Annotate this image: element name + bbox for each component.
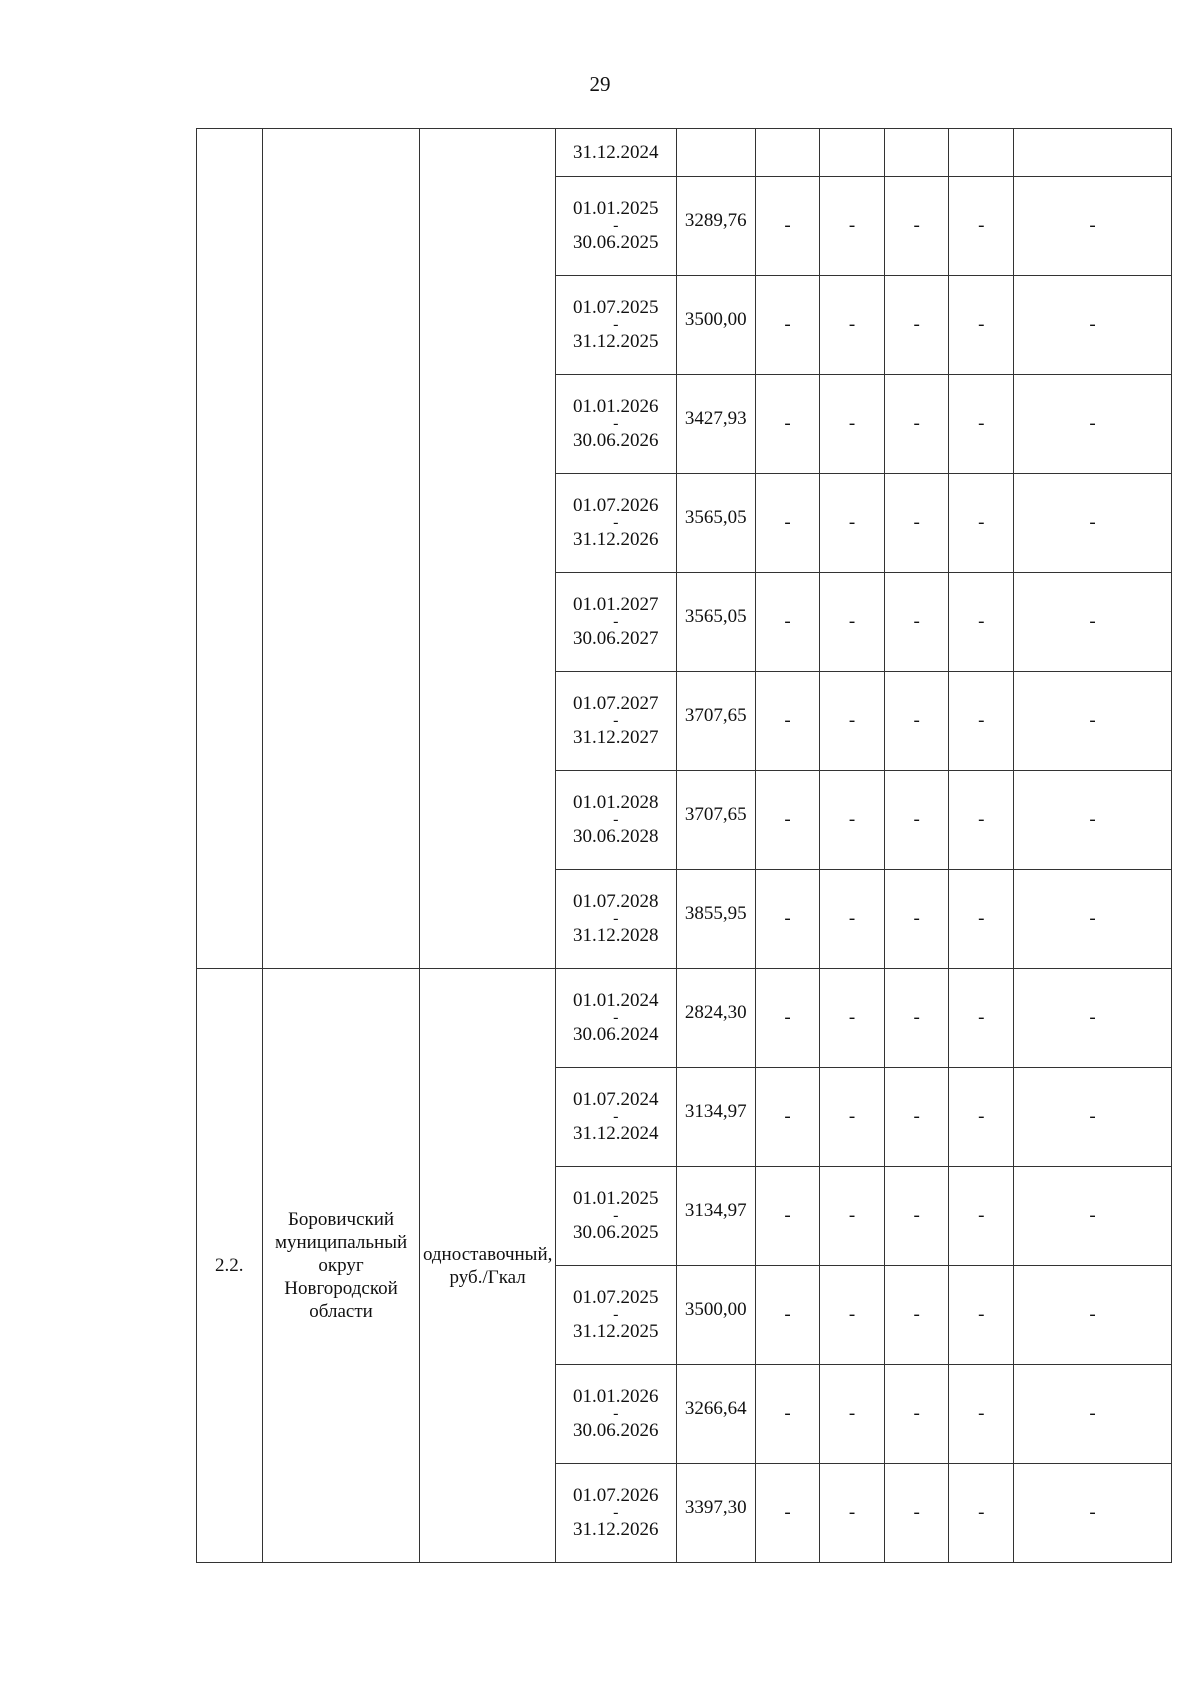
data-cell xyxy=(755,177,820,276)
period-start: 01.01.2026 xyxy=(573,1386,659,1407)
data-cell xyxy=(820,1365,885,1464)
period-start: 01.07.2026 xyxy=(573,495,659,516)
value-cell xyxy=(676,177,755,276)
data-cell xyxy=(755,1167,820,1266)
value-cell xyxy=(676,771,755,870)
data-cell xyxy=(755,573,820,672)
tariff-type-cell xyxy=(420,129,555,969)
empty-value: - xyxy=(913,611,920,632)
data-cell xyxy=(949,573,1014,672)
period-cell xyxy=(555,1266,676,1365)
data-cell xyxy=(1014,1068,1172,1167)
data-cell xyxy=(1014,969,1172,1068)
empty-value: - xyxy=(1089,1403,1096,1424)
empty-value: - xyxy=(978,710,985,731)
period-start: 01.07.2025 xyxy=(573,297,659,318)
empty-value: - xyxy=(784,512,791,533)
tariff-table xyxy=(196,128,1172,1563)
data-cell xyxy=(1014,771,1172,870)
empty-value: - xyxy=(913,1007,920,1028)
value-cell xyxy=(676,1365,755,1464)
data-cell xyxy=(820,474,885,573)
empty-value: - xyxy=(1089,809,1096,830)
data-cell xyxy=(949,771,1014,870)
data-cell xyxy=(820,969,885,1068)
empty-value: - xyxy=(848,314,856,335)
period-separator: - xyxy=(613,1207,619,1224)
data-cell xyxy=(949,672,1014,771)
data-cell xyxy=(755,1266,820,1365)
data-cell xyxy=(949,1068,1014,1167)
value-cell xyxy=(676,375,755,474)
empty-value: - xyxy=(848,908,856,929)
empty-value: - xyxy=(848,1007,856,1028)
empty-value: - xyxy=(978,1304,985,1325)
empty-value: - xyxy=(1089,908,1096,929)
data-cell xyxy=(884,969,949,1068)
empty-value: - xyxy=(784,1304,791,1325)
tariff-value: 3289,76 xyxy=(684,209,747,231)
data-cell xyxy=(884,375,949,474)
data-cell xyxy=(884,1266,949,1365)
period-end: 31.12.2025 xyxy=(573,331,659,352)
empty-value: - xyxy=(848,611,856,632)
data-cell xyxy=(884,1464,949,1563)
data-cell xyxy=(755,129,820,177)
empty-value: - xyxy=(784,413,791,434)
period-start: 01.07.2026 xyxy=(573,1485,659,1506)
empty-value: - xyxy=(913,1403,920,1424)
period-start: 01.07.2028 xyxy=(573,891,659,912)
period-cell xyxy=(555,1167,676,1266)
empty-value: - xyxy=(913,512,920,533)
tariff-value: 3266,64 xyxy=(684,1397,747,1419)
data-cell xyxy=(949,1365,1014,1464)
empty-value: - xyxy=(1089,1502,1096,1523)
table-group-continued xyxy=(197,129,1172,969)
empty-value: - xyxy=(848,809,856,830)
period-end: 30.06.2025 xyxy=(573,1222,659,1243)
data-cell xyxy=(884,870,949,969)
data-cell xyxy=(755,1365,820,1464)
tariff-value: 3500,00 xyxy=(684,1298,747,1320)
table-row xyxy=(197,129,1172,177)
data-cell xyxy=(949,177,1014,276)
empty-value: - xyxy=(848,710,856,731)
tariff-value: 3855,95 xyxy=(684,902,747,924)
data-cell xyxy=(949,276,1014,375)
period-cell xyxy=(555,672,676,771)
data-cell xyxy=(884,1167,949,1266)
tariff-value: 3565,05 xyxy=(684,506,747,528)
data-cell xyxy=(820,573,885,672)
empty-value: - xyxy=(913,809,920,830)
value-cell xyxy=(676,474,755,573)
period-separator: - xyxy=(613,1405,619,1422)
table-row xyxy=(197,969,1172,1068)
tariff-value: 3134,97 xyxy=(684,1199,747,1221)
data-cell xyxy=(884,672,949,771)
data-cell xyxy=(755,771,820,870)
empty-value: - xyxy=(978,1205,985,1226)
data-cell xyxy=(755,672,820,771)
data-cell xyxy=(884,573,949,672)
empty-value: - xyxy=(913,1106,920,1127)
data-cell xyxy=(1014,1464,1172,1563)
value-cell xyxy=(676,129,755,177)
data-cell xyxy=(949,1266,1014,1365)
period-end: 31.12.2025 xyxy=(573,1321,659,1342)
data-cell xyxy=(949,1167,1014,1266)
value-cell xyxy=(676,1068,755,1167)
data-cell xyxy=(1014,672,1172,771)
empty-value: - xyxy=(784,809,791,830)
empty-value: - xyxy=(784,710,791,731)
empty-value: - xyxy=(1089,611,1096,632)
period-end: 31.12.2024 xyxy=(573,141,659,163)
municipality-cell xyxy=(262,969,420,1563)
empty-value: - xyxy=(1089,314,1096,335)
tariff-value: 3500,00 xyxy=(684,308,747,330)
data-cell xyxy=(949,375,1014,474)
page-number: 29 xyxy=(589,72,611,96)
period-separator: - xyxy=(613,1306,619,1323)
period-end: 31.12.2026 xyxy=(573,529,659,550)
data-cell xyxy=(949,870,1014,969)
empty-value: - xyxy=(978,611,985,632)
period-end: 31.12.2027 xyxy=(573,727,659,748)
tariff-value: 3134,97 xyxy=(684,1100,747,1122)
empty-value: - xyxy=(913,1304,920,1325)
data-cell xyxy=(820,1464,885,1563)
period-end: 30.06.2028 xyxy=(573,826,659,847)
period-start: 01.01.2028 xyxy=(573,792,659,813)
empty-value: - xyxy=(1089,413,1096,434)
period-cell xyxy=(555,771,676,870)
period-start: 01.01.2025 xyxy=(573,1188,659,1209)
data-cell xyxy=(1014,1266,1172,1365)
data-cell xyxy=(949,129,1014,177)
period-start: 01.07.2024 xyxy=(573,1089,659,1110)
tariff-value: 3565,05 xyxy=(684,605,747,627)
tariff-value: 3427,93 xyxy=(684,407,747,429)
empty-value: - xyxy=(978,908,985,929)
value-cell xyxy=(676,870,755,969)
data-cell xyxy=(820,672,885,771)
data-cell xyxy=(820,1266,885,1365)
empty-value: - xyxy=(784,215,791,236)
empty-value: - xyxy=(784,1106,791,1127)
empty-value: - xyxy=(1089,1205,1096,1226)
data-cell xyxy=(1014,177,1172,276)
data-cell xyxy=(820,771,885,870)
period-end: 30.06.2024 xyxy=(573,1024,659,1045)
period-end: 30.06.2026 xyxy=(573,1420,659,1441)
period-start: 01.07.2027 xyxy=(573,693,659,714)
municipality-cell xyxy=(262,129,420,969)
empty-value: - xyxy=(848,1403,856,1424)
data-cell xyxy=(1014,1167,1172,1266)
period-cell xyxy=(555,375,676,474)
data-cell xyxy=(755,375,820,474)
empty-value: - xyxy=(978,809,985,830)
empty-value: - xyxy=(978,413,985,434)
data-cell xyxy=(820,177,885,276)
period-start: 01.01.2027 xyxy=(573,594,659,615)
period-separator: - xyxy=(613,415,619,432)
empty-value: - xyxy=(848,215,856,236)
data-cell xyxy=(949,1464,1014,1563)
value-cell xyxy=(676,276,755,375)
empty-value: - xyxy=(784,1007,791,1028)
period-start: 01.01.2024 xyxy=(573,990,659,1011)
data-cell xyxy=(949,474,1014,573)
data-cell xyxy=(1014,129,1172,177)
period-separator: - xyxy=(613,910,619,927)
empty-value: - xyxy=(1089,215,1096,236)
period-separator: - xyxy=(613,811,619,828)
empty-value: - xyxy=(848,1205,856,1226)
data-cell xyxy=(884,1365,949,1464)
empty-value: - xyxy=(913,215,920,236)
period-end: 31.12.2026 xyxy=(573,1519,659,1540)
period-cell xyxy=(555,276,676,375)
period-separator: - xyxy=(613,613,619,630)
empty-value: - xyxy=(978,314,985,335)
data-cell xyxy=(755,276,820,375)
empty-value: - xyxy=(784,1502,791,1523)
empty-value: - xyxy=(913,710,920,731)
data-cell xyxy=(884,474,949,573)
empty-value: - xyxy=(1089,512,1096,533)
data-cell xyxy=(1014,375,1172,474)
empty-value: - xyxy=(848,1502,856,1523)
tariff-value: 3707,65 xyxy=(684,803,747,825)
period-separator: - xyxy=(613,1009,619,1026)
data-cell xyxy=(1014,276,1172,375)
data-cell xyxy=(755,1068,820,1167)
empty-value: - xyxy=(978,1007,985,1028)
empty-value: - xyxy=(978,1403,985,1424)
data-cell xyxy=(820,1068,885,1167)
empty-value: - xyxy=(784,314,791,335)
period-separator: - xyxy=(613,514,619,531)
empty-value: - xyxy=(848,1304,856,1325)
empty-value: - xyxy=(848,413,856,434)
data-cell xyxy=(884,1068,949,1167)
empty-value: - xyxy=(913,314,920,335)
period-start: 01.01.2025 xyxy=(573,198,659,219)
period-separator: - xyxy=(613,712,619,729)
empty-value: - xyxy=(784,1205,791,1226)
data-cell xyxy=(884,129,949,177)
empty-value: - xyxy=(913,1205,920,1226)
value-cell xyxy=(676,1266,755,1365)
data-cell xyxy=(820,129,885,177)
table-group-2-2 xyxy=(197,969,1172,1563)
empty-value: - xyxy=(1089,1106,1096,1127)
period-cell xyxy=(555,177,676,276)
empty-value: - xyxy=(784,908,791,929)
period-start: 01.07.2025 xyxy=(573,1287,659,1308)
empty-value: - xyxy=(1089,1007,1096,1028)
period-cell xyxy=(555,1365,676,1464)
empty-value: - xyxy=(913,1502,920,1523)
empty-value: - xyxy=(848,512,856,533)
empty-value: - xyxy=(784,1403,791,1424)
number-cell xyxy=(197,969,263,1563)
tariff-value: 3707,65 xyxy=(684,704,747,726)
data-cell xyxy=(949,969,1014,1068)
empty-value: - xyxy=(978,1502,985,1523)
empty-value: - xyxy=(913,908,920,929)
period-separator: - xyxy=(613,1108,619,1125)
value-cell xyxy=(676,1167,755,1266)
period-separator: - xyxy=(613,316,619,333)
data-cell xyxy=(884,771,949,870)
empty-value: - xyxy=(978,215,985,236)
period-cell xyxy=(555,870,676,969)
period-end: 30.06.2026 xyxy=(573,430,659,451)
period-cell xyxy=(555,573,676,672)
empty-value: - xyxy=(978,1106,985,1127)
period-start: 01.01.2026 xyxy=(573,396,659,417)
data-cell xyxy=(884,177,949,276)
data-cell xyxy=(1014,573,1172,672)
period-separator: - xyxy=(613,217,619,234)
data-cell xyxy=(1014,474,1172,573)
data-cell xyxy=(1014,1365,1172,1464)
data-cell xyxy=(820,1167,885,1266)
tariff-type-cell xyxy=(420,969,555,1563)
data-cell xyxy=(884,276,949,375)
number-cell xyxy=(197,129,263,969)
period-cell xyxy=(555,1464,676,1563)
tariff-value: 3397,30 xyxy=(684,1496,747,1518)
period-separator: - xyxy=(613,1504,619,1521)
value-cell xyxy=(676,969,755,1068)
data-cell xyxy=(820,276,885,375)
period-cell xyxy=(555,1068,676,1167)
data-cell xyxy=(820,375,885,474)
empty-value: - xyxy=(978,512,985,533)
empty-value: - xyxy=(913,413,920,434)
row-number: 2.2. xyxy=(215,1254,244,1276)
tariff-value: 2824,30 xyxy=(684,1001,747,1023)
empty-value: - xyxy=(1089,710,1096,731)
empty-value: - xyxy=(1089,1304,1096,1325)
data-cell xyxy=(755,870,820,969)
data-cell xyxy=(755,474,820,573)
empty-value: - xyxy=(784,611,791,632)
municipality-name: Боровичский муниципальный округ Новгородской области xyxy=(274,1209,408,1322)
period-end: 30.06.2027 xyxy=(573,628,659,649)
tariff-type: одноставочный, руб./Гкал xyxy=(422,1243,553,1288)
empty-value: - xyxy=(848,1106,856,1127)
value-cell xyxy=(676,573,755,672)
value-cell xyxy=(676,672,755,771)
period-end: 31.12.2028 xyxy=(573,925,659,946)
data-cell xyxy=(755,1464,820,1563)
period-cell xyxy=(555,129,676,177)
data-cell xyxy=(755,969,820,1068)
period-cell xyxy=(555,969,676,1068)
period-cell xyxy=(555,474,676,573)
data-cell xyxy=(1014,870,1172,969)
period-end: 31.12.2024 xyxy=(573,1123,659,1144)
value-cell xyxy=(676,1464,755,1563)
period-end: 30.06.2025 xyxy=(573,232,659,253)
data-cell xyxy=(820,870,885,969)
